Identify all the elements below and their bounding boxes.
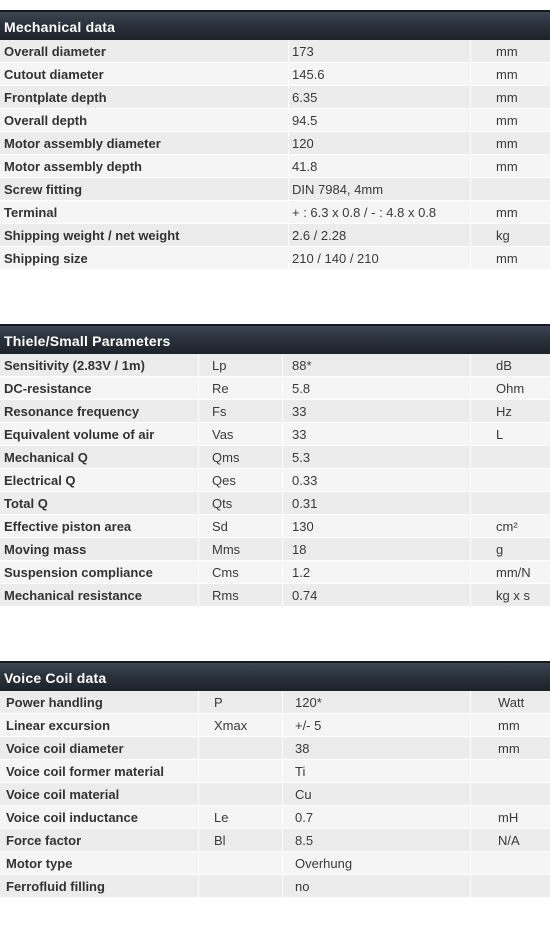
column-divider — [282, 377, 283, 399]
cell-sym: Fs — [212, 404, 227, 419]
table-row — [0, 584, 550, 607]
cell-unit: mm — [496, 205, 518, 220]
cell-name: Overall diameter — [4, 44, 106, 59]
table-row — [0, 538, 550, 561]
cell-name: Suspension compliance — [4, 565, 153, 580]
column-divider — [470, 400, 471, 422]
cell-unit: L — [496, 427, 504, 442]
column-divider — [198, 829, 199, 851]
voice-coil-section — [0, 661, 550, 898]
cell-name: Equivalent volume of air — [4, 427, 155, 442]
cell-value: Cu — [295, 787, 312, 802]
cell-name: Motor assembly depth — [4, 159, 142, 174]
column-divider — [282, 469, 283, 491]
cell-unit: kg x s — [496, 588, 530, 603]
cell-unit: mm — [496, 251, 518, 266]
column-divider — [288, 224, 289, 246]
cell-unit: cm² — [496, 519, 518, 534]
cell-sym — [214, 760, 284, 782]
cell-name: Shipping weight / net weight — [4, 228, 180, 243]
cell-value: 210 / 140 / 210 — [292, 251, 379, 266]
column-divider — [470, 423, 471, 445]
cell-value: 88* — [292, 358, 312, 373]
cell-unit: dB — [496, 358, 512, 373]
cell-unit: mm — [496, 90, 518, 105]
cell-unit: mH — [498, 810, 519, 825]
cell-sym: Qts — [212, 496, 233, 511]
column-divider — [470, 469, 471, 491]
cell-unit: mm — [496, 136, 518, 151]
cell-name: Frontplate depth — [4, 90, 107, 105]
table-row — [0, 109, 550, 132]
table-row — [0, 875, 550, 898]
cell-sym — [214, 852, 284, 874]
thiele-small-header: Thiele/Small Parameters — [0, 324, 550, 354]
table-row — [0, 561, 550, 584]
cell-sym: Rms — [212, 588, 239, 603]
cell-sym: Mms — [212, 542, 241, 557]
cell-sym — [214, 875, 284, 897]
cell-name: Cutout diameter — [4, 67, 104, 82]
column-divider — [470, 492, 471, 514]
column-divider — [282, 423, 283, 445]
column-divider — [470, 86, 471, 108]
mechanical-data-section — [0, 10, 550, 270]
table-row — [0, 760, 550, 783]
column-divider — [470, 178, 471, 200]
column-divider — [470, 354, 471, 376]
cell-value: 18 — [292, 542, 307, 557]
column-divider — [198, 354, 199, 376]
cell-value: 0.7 — [295, 810, 314, 825]
column-divider — [198, 783, 199, 805]
table-row — [0, 178, 550, 201]
cell-value: 41.8 — [292, 159, 318, 174]
cell-unit: Ohm — [496, 381, 525, 396]
column-divider — [470, 446, 471, 468]
cell-sym — [214, 737, 284, 759]
column-divider — [470, 247, 471, 269]
cell-name: Motor type — [6, 856, 73, 871]
cell-name: Terminal — [4, 205, 58, 220]
cell-name: Total Q — [4, 496, 48, 511]
cell-value: no — [295, 879, 310, 894]
cell-name: Linear excursion — [6, 718, 111, 733]
cell-unit: mm/N — [496, 565, 531, 580]
cell-name: Effective piston area — [4, 519, 132, 534]
cell-value: 120 — [292, 136, 314, 151]
cell-sym: Le — [214, 810, 229, 825]
column-divider — [198, 760, 199, 782]
cell-value: DIN 7984, 4mm — [292, 182, 384, 197]
column-divider — [282, 354, 283, 376]
column-divider — [470, 63, 471, 85]
table-row — [0, 40, 550, 63]
cell-value: 33 — [292, 427, 307, 442]
cell-sym: Xmax — [214, 718, 248, 733]
cell-sym: Sd — [212, 519, 228, 534]
cell-sym — [214, 783, 284, 805]
column-divider — [198, 515, 199, 537]
cell-unit — [498, 875, 550, 897]
column-divider — [288, 178, 289, 200]
cell-value: 130 — [292, 519, 314, 534]
cell-unit — [496, 178, 550, 200]
table-row — [0, 852, 550, 875]
column-divider — [282, 492, 283, 514]
column-divider — [470, 875, 471, 897]
column-divider — [198, 492, 199, 514]
cell-value: 6.35 — [292, 90, 318, 105]
cell-value: + : 6.3 x 0.8 / - : 4.8 x 0.8 — [292, 205, 437, 220]
column-divider — [470, 377, 471, 399]
cell-value: 0.31 — [292, 496, 318, 511]
cell-name: Power handling — [6, 695, 103, 710]
table-row — [0, 132, 550, 155]
thiele-small-section — [0, 324, 550, 607]
table-row — [0, 469, 550, 492]
cell-name: Mechanical Q — [4, 450, 88, 465]
column-divider — [282, 584, 283, 606]
column-divider — [198, 423, 199, 445]
cell-unit: g — [496, 542, 504, 557]
table-row — [0, 377, 550, 400]
column-divider — [470, 109, 471, 131]
voice-coil-header: Voice Coil data — [0, 661, 550, 691]
cell-name: Motor assembly diameter — [4, 136, 161, 151]
cell-name: Resonance frequency — [4, 404, 140, 419]
column-divider — [470, 806, 471, 828]
cell-name: Shipping size — [4, 251, 88, 266]
column-divider — [470, 538, 471, 560]
table-row — [0, 201, 550, 224]
column-divider — [288, 86, 289, 108]
cell-unit — [496, 446, 550, 468]
cell-sym: Re — [212, 381, 229, 396]
table-row — [0, 155, 550, 178]
cell-unit: mm — [496, 67, 518, 82]
cell-value: 120* — [295, 695, 322, 710]
table-row — [0, 423, 550, 446]
cell-unit — [496, 492, 550, 514]
column-divider — [198, 852, 199, 874]
cell-value: 33 — [292, 404, 307, 419]
column-divider — [470, 584, 471, 606]
table-row — [0, 400, 550, 423]
column-divider — [470, 714, 471, 736]
cell-value: 0.33 — [292, 473, 318, 488]
column-divider — [282, 561, 283, 583]
cell-unit — [498, 760, 550, 782]
table-row — [0, 806, 550, 829]
column-divider — [288, 63, 289, 85]
thiele-small-table — [0, 354, 550, 607]
column-divider — [282, 400, 283, 422]
column-divider — [198, 737, 199, 759]
cell-unit: mm — [498, 718, 520, 733]
column-divider — [288, 155, 289, 177]
table-row — [0, 86, 550, 109]
cell-name: Overall depth — [4, 113, 88, 128]
table-row — [0, 247, 550, 270]
cell-value: 1.2 — [292, 565, 311, 580]
cell-sym: Vas — [212, 427, 234, 442]
cell-sym: Qms — [212, 450, 240, 465]
column-divider — [198, 806, 199, 828]
column-divider — [282, 538, 283, 560]
cell-unit: mm — [496, 44, 518, 59]
table-row — [0, 492, 550, 515]
cell-value: +/- 5 — [295, 718, 322, 733]
cell-unit: mm — [498, 741, 520, 756]
table-row — [0, 714, 550, 737]
column-divider — [288, 109, 289, 131]
cell-name: Screw fitting — [4, 182, 83, 197]
column-divider — [288, 201, 289, 223]
cell-name: DC-resistance — [4, 381, 92, 396]
table-row — [0, 737, 550, 760]
column-divider — [198, 691, 199, 713]
cell-name: Voice coil diameter — [6, 741, 124, 756]
table-row — [0, 224, 550, 247]
table-row — [0, 446, 550, 469]
cell-value: 2.6 / 2.28 — [292, 228, 347, 243]
cell-value: 145.6 — [292, 67, 325, 82]
cell-name: Sensitivity (2.83V / 1m) — [4, 358, 145, 373]
column-divider — [198, 561, 199, 583]
table-row — [0, 691, 550, 714]
cell-unit: Watt — [498, 695, 525, 710]
table-row — [0, 515, 550, 538]
column-divider — [470, 737, 471, 759]
column-divider — [282, 515, 283, 537]
column-divider — [470, 783, 471, 805]
cell-value: Ti — [295, 764, 306, 779]
column-divider — [470, 515, 471, 537]
voice-coil-table — [0, 691, 550, 898]
column-divider — [288, 247, 289, 269]
column-divider — [470, 760, 471, 782]
table-row — [0, 354, 550, 377]
mechanical-data-header: Mechanical data — [0, 10, 550, 40]
table-row — [0, 783, 550, 806]
column-divider — [198, 584, 199, 606]
cell-value: 8.5 — [295, 833, 314, 848]
cell-name: Ferrofluid filling — [6, 879, 105, 894]
mechanical-data-table — [0, 40, 550, 270]
table-row — [0, 63, 550, 86]
cell-value: 173 — [292, 44, 314, 59]
cell-value: Overhung — [295, 856, 353, 871]
cell-value: 94.5 — [292, 113, 318, 128]
cell-value: 38 — [295, 741, 310, 756]
cell-unit: mm — [496, 113, 518, 128]
column-divider — [470, 561, 471, 583]
column-divider — [470, 829, 471, 851]
column-divider — [198, 377, 199, 399]
cell-name: Voice coil material — [6, 787, 120, 802]
cell-unit — [498, 852, 550, 874]
column-divider — [198, 875, 199, 897]
cell-unit — [496, 469, 550, 491]
column-divider — [198, 538, 199, 560]
cell-name: Force factor — [6, 833, 82, 848]
cell-sym: P — [214, 695, 223, 710]
column-divider — [198, 714, 199, 736]
column-divider — [470, 852, 471, 874]
cell-unit: N/A — [498, 833, 520, 848]
cell-value: 5.3 — [292, 450, 311, 465]
cell-unit: Hz — [496, 404, 512, 419]
column-divider — [470, 691, 471, 713]
column-divider — [198, 469, 199, 491]
cell-name: Voice coil inductance — [6, 810, 138, 825]
cell-value: 0.74 — [292, 588, 318, 603]
table-row — [0, 829, 550, 852]
cell-value: 5.8 — [292, 381, 311, 396]
cell-name: Mechanical resistance — [4, 588, 143, 603]
column-divider — [198, 400, 199, 422]
column-divider — [470, 132, 471, 154]
cell-sym: Bl — [214, 833, 226, 848]
column-divider — [470, 155, 471, 177]
column-divider — [288, 132, 289, 154]
column-divider — [470, 201, 471, 223]
cell-name: Moving mass — [4, 542, 87, 557]
cell-unit: kg — [496, 228, 510, 243]
column-divider — [288, 40, 289, 62]
cell-name: Voice coil former material — [6, 764, 164, 779]
column-divider — [198, 446, 199, 468]
column-divider — [282, 446, 283, 468]
cell-name: Electrical Q — [4, 473, 76, 488]
cell-sym: Lp — [212, 358, 227, 373]
cell-unit — [498, 783, 550, 805]
cell-sym: Cms — [212, 565, 239, 580]
cell-sym: Qes — [212, 473, 236, 488]
cell-unit: mm — [496, 159, 518, 174]
column-divider — [470, 224, 471, 246]
column-divider — [470, 40, 471, 62]
